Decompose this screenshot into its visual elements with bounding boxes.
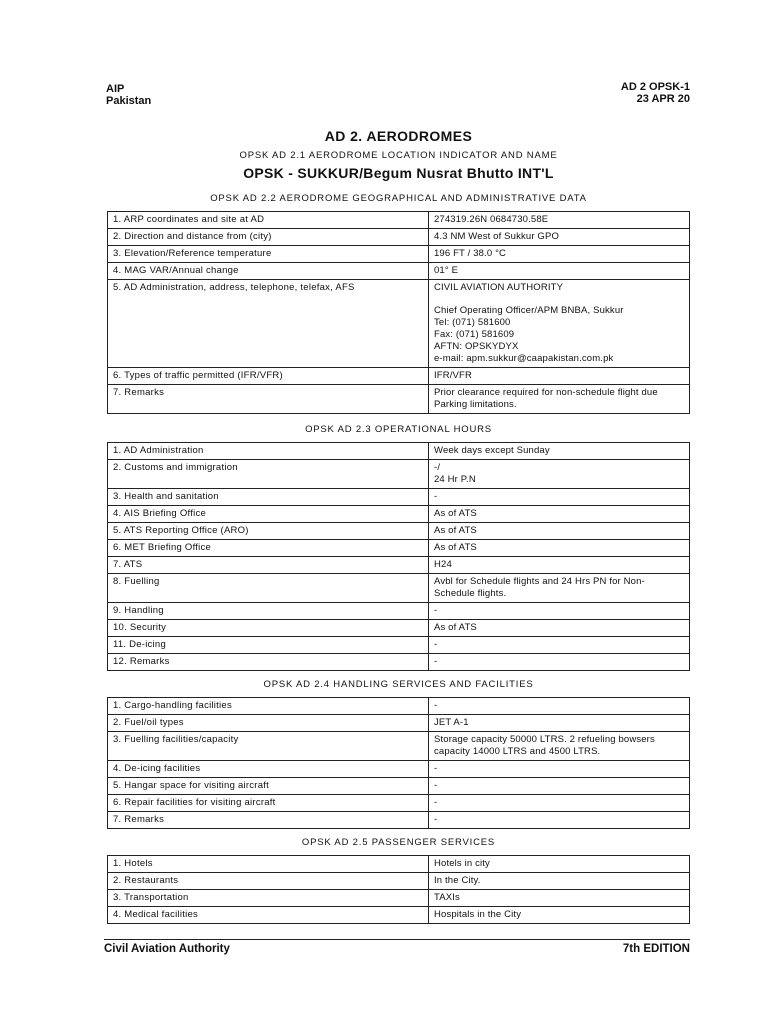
row-value: H24 bbox=[429, 557, 690, 574]
row-value: Hotels in city bbox=[429, 856, 690, 873]
value-line: -/ bbox=[434, 462, 441, 473]
table-row bbox=[108, 856, 690, 873]
row-label: 4. Medical facilities bbox=[108, 907, 429, 924]
table-row bbox=[108, 443, 690, 460]
table-row bbox=[108, 523, 690, 540]
table-row bbox=[108, 246, 690, 263]
row-label: 6. MET Briefing Office bbox=[108, 540, 429, 557]
row-label: 4. AIS Briefing Office bbox=[108, 506, 429, 523]
row-value: 274319.26N 0684730.58E bbox=[429, 212, 690, 229]
value-line: Schedule flights. bbox=[434, 588, 507, 599]
row-label: 6. Types of traffic permitted (IFR/VFR) bbox=[108, 368, 429, 385]
table-row bbox=[108, 890, 690, 907]
doc-series: AIP bbox=[106, 83, 125, 95]
table-row bbox=[108, 489, 690, 506]
row-value: As of ATS bbox=[429, 620, 690, 637]
table-row bbox=[108, 368, 690, 385]
row-value: As of ATS bbox=[429, 523, 690, 540]
row-label: 7. ATS bbox=[108, 557, 429, 574]
page-title: AD 2. AERODROMES bbox=[324, 128, 473, 144]
row-value: JET A-1 bbox=[429, 715, 690, 732]
row-label: 12. Remarks bbox=[108, 654, 429, 671]
authority-email: e-mail: apm.sukkur@caapakistan.com.pk bbox=[434, 353, 614, 364]
authority-fax: Fax: (071) 581609 bbox=[434, 329, 515, 340]
row-label: 3. Health and sanitation bbox=[108, 489, 429, 506]
table-row bbox=[108, 460, 690, 489]
row-label: 5. ATS Reporting Office (ARO) bbox=[108, 523, 429, 540]
aerodrome-name: OPSK - SUKKUR/Begum Nusrat Bhutto INT'L bbox=[243, 165, 554, 181]
row-value: - bbox=[429, 698, 690, 715]
value-line: capacity 14000 LTRS and 4500 LTRS. bbox=[434, 746, 601, 757]
table-row bbox=[108, 263, 690, 280]
table-row bbox=[108, 280, 690, 368]
section-heading-2-5: OPSK AD 2.5 PASSENGER SERVICES bbox=[301, 837, 496, 848]
row-value: - bbox=[429, 778, 690, 795]
row-value bbox=[429, 385, 690, 414]
page-reference: AD 2 OPSK-1 bbox=[620, 81, 690, 93]
doc-country: Pakistan bbox=[106, 95, 152, 107]
table-row bbox=[108, 654, 690, 671]
table-row bbox=[108, 637, 690, 654]
table-row bbox=[108, 715, 690, 732]
row-label: 1. Hotels bbox=[108, 856, 429, 873]
row-value: As of ATS bbox=[429, 506, 690, 523]
row-label: 4. MAG VAR/Annual change bbox=[108, 263, 429, 280]
table-row bbox=[108, 229, 690, 246]
authority-officer: Chief Operating Officer/APM BNBA, Sukkur bbox=[434, 305, 624, 316]
table-geographical-admin-data bbox=[107, 211, 690, 414]
table-row bbox=[108, 540, 690, 557]
row-label: 7. Remarks bbox=[108, 385, 429, 414]
row-label: 3. Elevation/Reference temperature bbox=[108, 246, 429, 263]
row-label: 4. De-icing facilities bbox=[108, 761, 429, 778]
section-heading-2-3: OPSK AD 2.3 OPERATIONAL HOURS bbox=[305, 424, 492, 435]
row-value: - bbox=[429, 654, 690, 671]
table-row bbox=[108, 603, 690, 620]
row-label: 9. Handling bbox=[108, 603, 429, 620]
table-row bbox=[108, 698, 690, 715]
table-row bbox=[108, 620, 690, 637]
section-heading-2-4: OPSK AD 2.4 HANDLING SERVICES AND FACILITIES bbox=[263, 679, 534, 690]
table-row bbox=[108, 778, 690, 795]
row-value: - bbox=[429, 489, 690, 506]
remark-line: Prior clearance required for non-schedule flight due bbox=[434, 387, 658, 398]
row-value: - bbox=[429, 812, 690, 829]
value-line: 24 Hr P.N bbox=[434, 474, 476, 485]
authority-aftn: AFTN: OPSKYDYX bbox=[434, 341, 519, 352]
row-value: TAXIs bbox=[429, 890, 690, 907]
row-value bbox=[429, 574, 690, 603]
header-left bbox=[106, 83, 151, 107]
row-value: 196 FT / 38.0 °C bbox=[429, 246, 690, 263]
table-row bbox=[108, 812, 690, 829]
row-value bbox=[429, 280, 690, 368]
row-label: 10. Security bbox=[108, 620, 429, 637]
table-handling-services bbox=[107, 697, 690, 829]
row-label: 2. Customs and immigration bbox=[108, 460, 429, 489]
row-label: 1. ARP coordinates and site at AD bbox=[108, 212, 429, 229]
row-value: Week days except Sunday bbox=[429, 443, 690, 460]
row-label: 2. Fuel/oil types bbox=[108, 715, 429, 732]
row-label: 5. AD Administration, address, telephone, telefax, AFS bbox=[108, 280, 429, 368]
row-value: In the City. bbox=[429, 873, 690, 890]
header-right bbox=[621, 81, 690, 105]
footer-divider bbox=[104, 939, 690, 940]
row-value: - bbox=[429, 761, 690, 778]
row-value: - bbox=[429, 603, 690, 620]
table-row bbox=[108, 557, 690, 574]
row-value bbox=[429, 732, 690, 761]
authority-name: CIVIL AVIATION AUTHORITY bbox=[434, 282, 564, 293]
row-label: 3. Fuelling facilities/capacity bbox=[108, 732, 429, 761]
table-operational-hours bbox=[107, 442, 690, 671]
page-date: 23 APR 20 bbox=[636, 93, 690, 105]
table-row bbox=[108, 574, 690, 603]
row-label: 3. Transportation bbox=[108, 890, 429, 907]
row-label: 2. Restaurants bbox=[108, 873, 429, 890]
table-row bbox=[108, 907, 690, 924]
section-heading-2-2: OPSK AD 2.2 AERODROME GEOGRAPHICAL AND ADMINISTRATIVE DATA bbox=[210, 193, 587, 204]
value-line: Avbl for Schedule flights and 24 Hrs PN for Non- bbox=[434, 576, 645, 587]
footer-edition: 7th EDITION bbox=[622, 943, 690, 955]
row-value: 4.3 NM West of Sukkur GPO bbox=[429, 229, 690, 246]
row-value: IFR/VFR bbox=[429, 368, 690, 385]
row-value: - bbox=[429, 637, 690, 654]
row-value: 01° E bbox=[429, 263, 690, 280]
remark-line: Parking limitations. bbox=[434, 399, 517, 410]
spacer bbox=[434, 294, 684, 305]
section-heading-2-1: OPSK AD 2.1 AERODROME LOCATION INDICATOR AND NAME bbox=[239, 150, 558, 161]
footer-authority: Civil Aviation Authority bbox=[104, 943, 230, 955]
row-value bbox=[429, 460, 690, 489]
row-value: - bbox=[429, 795, 690, 812]
table-row bbox=[108, 212, 690, 229]
table-row bbox=[108, 873, 690, 890]
table-row bbox=[108, 732, 690, 761]
value-line: Storage capacity 50000 LTRS. 2 refueling bowsers bbox=[434, 734, 655, 745]
row-label: 2. Direction and distance from (city) bbox=[108, 229, 429, 246]
row-label: 7. Remarks bbox=[108, 812, 429, 829]
row-label: 1. Cargo-handling facilities bbox=[108, 698, 429, 715]
row-value: Hospitals in the City bbox=[429, 907, 690, 924]
authority-tel: Tel: (071) 581600 bbox=[434, 317, 511, 328]
table-passenger-services bbox=[107, 855, 690, 924]
row-label: 6. Repair facilities for visiting aircraft bbox=[108, 795, 429, 812]
table-row bbox=[108, 506, 690, 523]
table-row bbox=[108, 795, 690, 812]
row-label: 11. De-icing bbox=[108, 637, 429, 654]
table-row bbox=[108, 385, 690, 414]
row-label: 5. Hangar space for visiting aircraft bbox=[108, 778, 429, 795]
table-row bbox=[108, 761, 690, 778]
row-value: As of ATS bbox=[429, 540, 690, 557]
row-label: 1. AD Administration bbox=[108, 443, 429, 460]
row-label: 8. Fuelling bbox=[108, 574, 429, 603]
